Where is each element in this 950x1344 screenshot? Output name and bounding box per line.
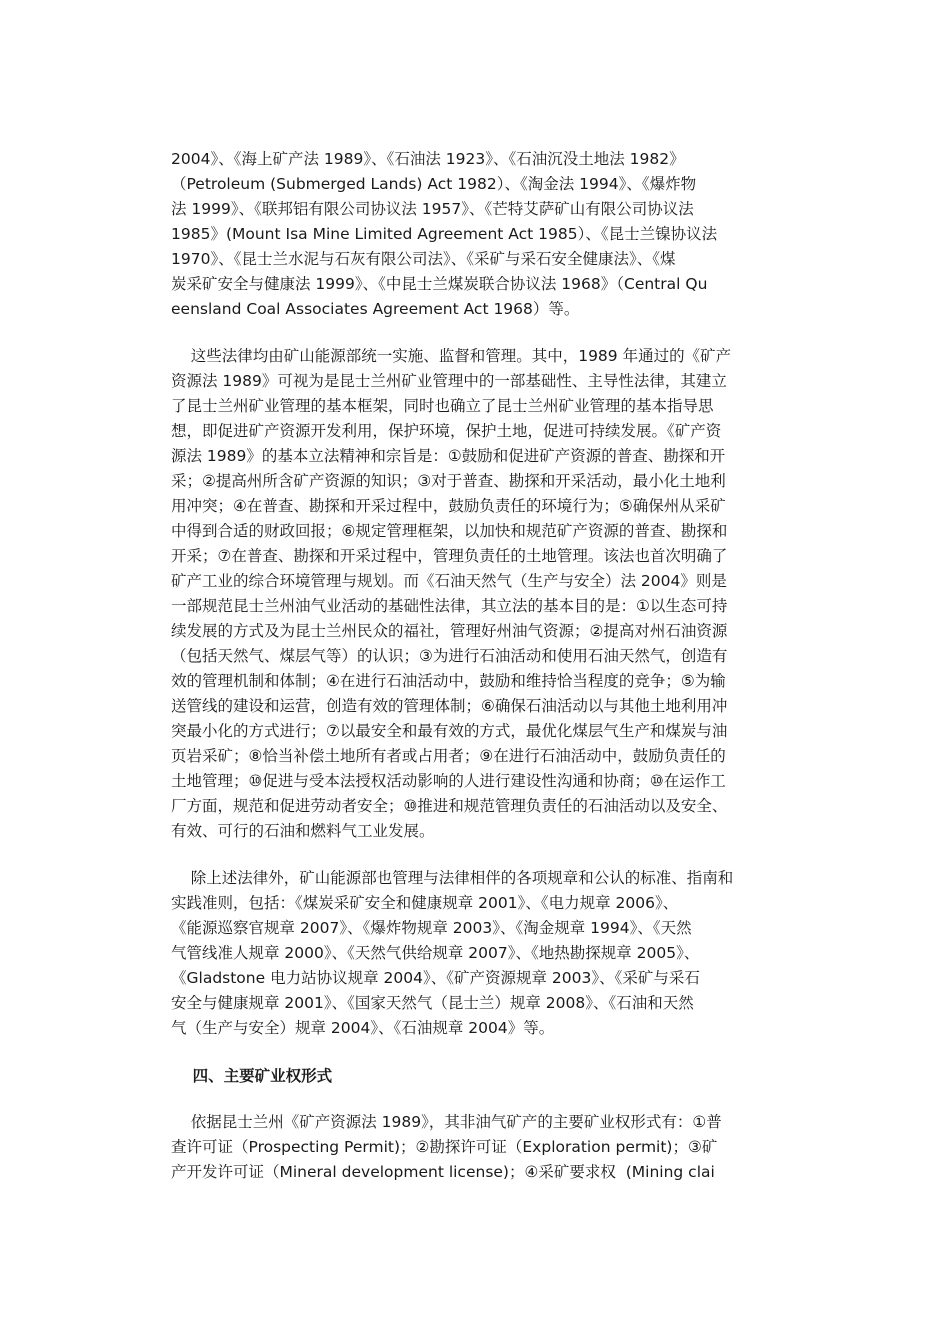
text-line: 《Gladstone 电力站协议规章 2004》、《矿产资源规章 2003》、《采矿与采石: [171, 969, 700, 987]
text-line: 气（生产与安全）规章 2004》、《石油规章 2004》等。: [171, 1019, 555, 1037]
text-line: 2004》、《海上矿产法 1989》、《石油法 1923》、《石油沉没土地法 1982》: [171, 150, 685, 168]
text-line: 页岩采矿；⑧恰当补偿土地所有者或占用者；⑨在进行石油活动中，鼓励负责任的: [171, 747, 726, 765]
document-body: [171, 147, 781, 1185]
text-line: 法 1999》、《联邦铝有限公司协议法 1957》、《芒特艾萨矿山有限公司协议法: [171, 200, 694, 218]
text-line: 效的管理机制和体制；④在进行石油活动中，鼓励和维持恰当程度的竞争；⑤为输: [171, 672, 726, 690]
text-line: 厂方面，规范和促进劳动者安全；⑩推进和规范管理负责任的石油活动以及安全、: [171, 797, 728, 815]
text-line: 查许可证（Prospecting Permit)；②勘探许可证（Exploration permit)；③矿: [171, 1138, 718, 1156]
text-line: 想，即促进矿产资源开发利用，保护环境，保护土地，促进可持续发展。《矿产资: [171, 422, 722, 440]
text-line: 了昆士兰州矿业管理的基本框架，同时也确立了昆士兰州矿业管理的基本指导思: [171, 397, 714, 415]
text-line: eensland Coal Associates Agreement Act 1968）等。: [171, 300, 580, 318]
text-line: 除上述法律外，矿山能源部也管理与法律相伴的各项规章和公认的标准、指南和: [171, 869, 734, 887]
text-line: 矿产工业的综合环境管理与规划。而《石油天然气（生产与安全）法 2004》则是: [171, 572, 727, 590]
text-line: 续发展的方式及为昆士兰州民众的福社，管理好州油气资源；②提高对州石油资源: [171, 622, 728, 640]
text-line: 用冲突；④在普查、勘探和开采过程中，鼓励负责任的环境行为；⑤确保州从采矿: [171, 497, 726, 515]
text-line: 依据昆士兰州《矿产资源法 1989》，其非油气矿产的主要矿业权形式有：①普: [171, 1113, 722, 1131]
text-line: 这些法律均由矿山能源部统一实施、监督和管理。其中，1989 年通过的《矿产: [171, 347, 732, 365]
section-heading: 四、主要矿业权形式: [171, 1067, 333, 1085]
text-line: 资源法 1989》可视为是昆士兰州矿业管理中的一部基础性、主导性法律，其建立: [171, 372, 727, 390]
text-line: 土地管理；⑩促进与受本法授权活动影响的人进行建设性沟通和协商；⑩在运作工: [171, 772, 726, 790]
text-line: 源法 1989》的基本立法精神和宗旨是：①鼓励和促进矿产资源的普查、勘探和开: [171, 447, 726, 465]
text-line: 1970》、《昆士兰水泥与石灰有限公司法》、《采矿与采石安全健康法》、《煤: [171, 250, 676, 268]
text-line: 突最小化的方式进行；⑦以最安全和最有效的方式，最优化煤层气生产和煤炭与油: [171, 722, 728, 740]
text-line: 开采；⑦在普查、勘探和开采过程中，管理负责任的土地管理。该法也首次明确了: [171, 547, 728, 565]
text-line: 《能源巡察官规章 2007》、《爆炸物规章 2003》、《淘金规章 1994》、《天然: [171, 919, 692, 937]
text-line: 采；②提高州所含矿产资源的知识；③对于普查、勘探和开采活动，最小化土地利: [171, 472, 726, 490]
text-line: 送管线的建设和运营，创造有效的管理体制；⑥确保石油活动以与其他土地利用冲: [171, 697, 728, 715]
text-line: 中得到合适的财政回报；⑥规定管理框架，以加快和规范矿产资源的普查、勘探和: [171, 522, 728, 540]
text-line: 安全与健康规章 2001》、《国家天然气（昆士兰）规章 2008》、《石油和天然: [171, 994, 694, 1012]
text-line: 产开发许可证（Mineral development license)；④采矿要求权 (Mining clai: [171, 1163, 715, 1181]
paragraph-mining-rights: [171, 1110, 781, 1185]
text-line: 有效、可行的石油和燃料气工业发展。: [171, 822, 435, 840]
text-line: 一部规范昆士兰州油气业活动的基础性法律，其立法的基本目的是：①以生态可持: [171, 597, 728, 615]
text-line: 气管线准人规章 2000》、《天然气供给规章 2007》、《地热勘探规章 2005》、: [171, 944, 700, 962]
text-line: （包括天然气、煤层气等）的认识；③为进行石油活动和使用石油天然气，创造有: [171, 647, 728, 665]
paragraph-regulations: [171, 866, 781, 1041]
text-line: 实践准则，包括：《煤炭采矿安全和健康规章 2001》、《电力规章 2006》、: [171, 894, 679, 912]
text-line: 炭采矿安全与健康法 1999》、《中昆士兰煤炭联合协议法 1968》（Central Qu: [171, 275, 708, 293]
paragraph-legislative-purpose: [171, 344, 781, 844]
text-line: （Petroleum (Submerged Lands) Act 1982）、《淘金法 1994》、《爆炸物: [171, 175, 697, 193]
text-line: 1985》(Mount Isa Mine Limited Agreement Act 1985）、《昆士兰镍协议法: [171, 225, 718, 243]
paragraph-law-list: [171, 147, 781, 322]
